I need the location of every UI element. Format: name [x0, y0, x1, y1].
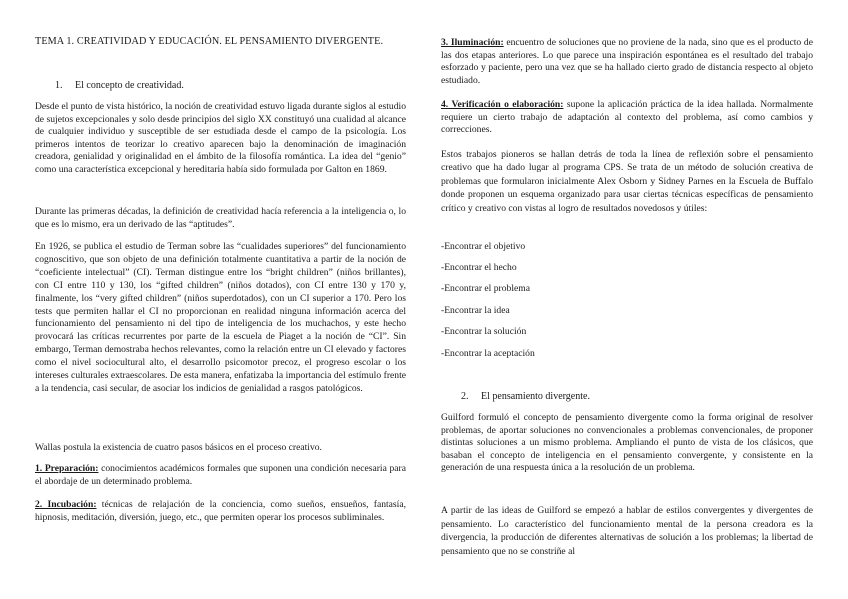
document-title: TEMA 1. CREATIVIDAD Y EDUCACIÓN. EL PENSAMIENTO DIVERGENTE. — [35, 36, 384, 47]
step-label: 4. Verificación o elaboración: — [441, 99, 564, 110]
section-number: 2. — [461, 391, 469, 402]
paragraph-early-decades: Durante las primeras décadas, la definición de creatividad hacía referencia a la inteligencia o, lo que es lo mismo, era un derivado de las “aptitudes”. — [35, 206, 406, 230]
list-item: -Encontrar la idea — [441, 305, 510, 316]
step-text: técnicas de relajación de la conciencia, como sueños, ensueños, fantasía, hipnosis, meditación, diversión, juego, etc., que permiten operar los procesos subliminales. — [35, 499, 406, 523]
step-illumination — [441, 37, 813, 87]
paragraph-history: Desde el punto de vista histórico, la noción de creatividad estuvo ligada durante siglos al estudio de sujetos excepcionales y solo desde principios del siglo XX constituyó una cualidad al alcance de cualquier individuo y susceptible de ser estudiada desde el campo de la psicología. Los primeros intentos de teorizar lo creativo aparecen bajo la denominación de imaginación creadora, genialidad y originalidad en el ámbito de la filosofía romántica. La idea del “genio” como una característica excepcional y hereditaria había sido formulada por Galton en 1869. — [35, 101, 406, 175]
list-item: -Encontrar el problema — [441, 283, 530, 294]
step-incubation — [35, 499, 406, 524]
list-item: -Encontrar el objetivo — [441, 241, 526, 252]
section-number: 1. — [55, 80, 63, 91]
step-label: 1. Preparación: — [35, 463, 99, 474]
list-item: -Encontrar la aceptación — [441, 348, 535, 359]
step-label: 2. Incubación: — [35, 499, 97, 510]
section-title: El concepto de creatividad. — [75, 80, 184, 91]
step-text: conocimientos académicos formales que suponen una condición necesaria para el abordaje de un determinado problema. — [35, 463, 406, 487]
step-verification — [441, 99, 813, 137]
list-item: -Encontrar el hecho — [441, 262, 517, 273]
section-heading-2 — [461, 391, 590, 404]
paragraph-guilford: Guilford formuló el concepto de pensamiento divergente como la forma original de resolver problemas, de aportar soluciones no convencionales a problemas convencionales, de proponer distintas soluciones a un mismo problema. Ampliando el punto de vista de los clásicos, que basaban el concepto de inteligencia en el pensamiento convergente, y consistente en la generación de una respuesta única a la resolución de un problema. — [441, 412, 813, 474]
step-text: supone la aplicación práctica de la idea hallada. Normalmente requiere un cierto trabajo de adaptación al contexto del problema, así como cambios y correcciones. — [441, 99, 814, 136]
step-preparation — [35, 463, 406, 488]
section-title: El pensamiento divergente. — [481, 391, 590, 402]
step-label: 3. Iluminación: — [441, 37, 504, 48]
paragraph-cps: Estos trabajos pioneros se hallan detrás de toda la línea de reflexión sobre el pensamiento creativo que ha dado lugar al programa CPS. Se trata de un método de solución creativa de problemas que formularon inicialmente Alex Osborn y Sidney Parnes en la Escuela de Buffalo donde proponen un esquema organizado para usar ciertas técnicas específicas de pensamiento crítico y creativo con vistas al logro de resultados novedosos y útiles: — [441, 149, 813, 214]
paragraph-divergent-styles: A partir de las ideas de Guilford se empezó a hablar de estilos convergentes y divergentes de pensamiento. Lo característico del funcionamiento mental de la persona creadora es la divergencia, la producción de diferentes alternativas de solución a los problemas; la libertad de pensamiento que no se constriñe al — [441, 505, 813, 557]
paragraph-terman: En 1926, se publica el estudio de Terman sobre las “cualidades superiores” del funcionamiento cognoscitivo, que son objeto de una definición totalmente cuantitativa a partir de la noción de “coeficiente intelectual” (CI). Terman distingue entre los “bright children” (niños brillantes), con CI entre 110 y 130, los “gifted children” (niños dotados), con CI entre 130 y 170 y, finalmente, los “very gifted children” (niños superdotados), con un CI superior a 170. Pero los tests que permiten hallar el CI no proporcionan en realidad ninguna información acerca del funcionamiento del pensamiento ni del tipo de inteligencia de los muchachos, y este hecho provocará las críticas recurrentes por parte de la escuela de Piaget a la noción de “CI”. Sin embargo, Terman demostraba hechos relevantes, como la relación entre un CI elevado y factores como el nivel sociocultural alto, el desarrollo psicomotor precoz, el progreso escolar o los intereses culturales extraescolares. De esta manera, enfatizaba la importancia del estímulo frente a la tendencia, casi secular, de asociar los indicios de genialidad a rasgos patológicos. — [35, 241, 406, 394]
list-item: -Encontrar la solución — [441, 326, 527, 337]
section-heading-1 — [55, 80, 184, 93]
paragraph-wallas: Wallas postula la existencia de cuatro pasos básicos en el proceso creativo. — [35, 442, 322, 453]
step-text: encuentro de soluciones que no proviene de la nada, sino que es el producto de las dos etapas anteriores. Lo que parece una inspiración espontánea es el resultado del trabajo esforzado y paciente, pero una vez que se ha hallado cierto grado de distancia respecto al objeto estudiado. — [441, 37, 813, 86]
